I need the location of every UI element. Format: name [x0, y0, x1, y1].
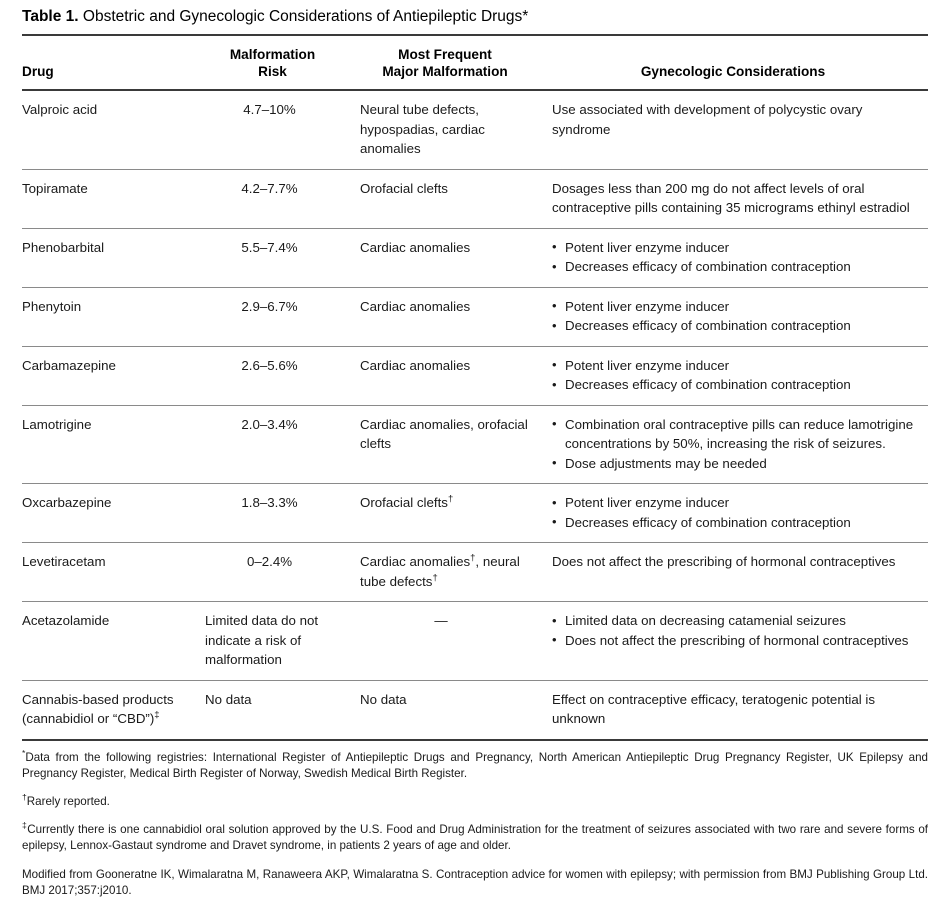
footnote-marker: †	[470, 552, 476, 564]
cell-malformation-risk: 2.0–3.4%	[197, 405, 352, 484]
footnote-marker: ‡	[154, 709, 160, 721]
cell-gynecologic-considerations	[542, 484, 928, 543]
table-row	[22, 228, 928, 287]
table-header	[22, 35, 928, 90]
footnote: ‡Currently there is one cannabidiol oral solution approved by the U.S. Food and Drug Administration for the treatment of seizures associated with two rare and severe forms of epilepsy, Lennox-Gastaut syndrome and Dravet syndrome, in patients 2 years of age and older.	[22, 820, 929, 853]
cell-drug: Topiramate	[22, 169, 197, 228]
list-item: • Decreases efficacy of combination contraception	[552, 257, 922, 277]
cell-gynecologic-considerations	[542, 405, 928, 484]
cell-most-frequent-malformation: Cardiac anomalies	[352, 287, 542, 346]
cell-gynecologic-considerations	[542, 287, 928, 346]
list-item: • Potent liver enzyme inducer	[552, 356, 922, 376]
table-footnotes	[22, 741, 928, 899]
list-item: • Potent liver enzyme inducer	[552, 493, 922, 513]
cell-malformation-risk: 2.6–5.6%	[197, 346, 352, 405]
cell-most-frequent-malformation: No data	[352, 680, 542, 739]
cell-gynecologic-considerations: Effect on contraceptive efficacy, teratogenic potential is unknown	[542, 680, 928, 739]
table-number: Table 1.	[22, 8, 79, 25]
cell-gynecologic-considerations: Use associated with development of polycystic ovary syndrome	[542, 90, 928, 169]
table-row	[22, 169, 928, 228]
footnote: *Data from the following registries: International Register of Antiepileptic Drugs and Pregnancy, North American Antiepileptic Drug Pregnancy Register, UK Epilepsy and Pregnancy Register, Medical Birth Register of Norway, Swedish Medical Birth Register.	[22, 747, 928, 780]
list-item: • Limited data on decreasing catamenial seizures	[552, 611, 922, 631]
cell-most-frequent-malformation: Neural tube defects, hypospadias, cardiac anomalies	[352, 90, 542, 169]
column-header-risk-line1: Malformation	[229, 47, 316, 62]
column-header-gynecologic-considerations: Gynecologic Considerations	[542, 35, 928, 90]
cell-malformation-risk: 2.9–6.7%	[197, 287, 352, 346]
cell-drug: Phenytoin	[22, 287, 197, 346]
footnote-marker: †	[22, 792, 27, 803]
bullet-list	[552, 356, 922, 395]
list-item: • Decreases efficacy of combination contraception	[552, 375, 922, 395]
bullet-list	[552, 415, 922, 474]
table-row	[22, 346, 928, 405]
cell-malformation-risk: 4.7–10%	[197, 90, 352, 169]
cell-most-frequent-malformation: Cardiac anomalies	[352, 228, 542, 287]
footnote-marker: *	[22, 747, 26, 758]
cell-gynecologic-considerations	[542, 346, 928, 405]
table-caption: Obstetric and Gynecologic Considerations of Antiepileptic Drugs*	[82, 8, 529, 25]
list-item: • Decreases efficacy of combination contraception	[552, 316, 922, 336]
cell-most-frequent-malformation: Cardiac anomalies, orofacial clefts	[352, 405, 542, 484]
column-header-most-frequent-major-malformation	[352, 35, 542, 90]
cell-most-frequent-malformation: Cardiac anomalies	[352, 346, 542, 405]
list-item: • Potent liver enzyme inducer	[552, 238, 922, 258]
cell-drug: Cannabis-based products (cannabidiol or “CBD”)‡	[22, 680, 197, 739]
footnote-marker: †	[432, 572, 438, 584]
cell-malformation-risk: 1.8–3.3%	[197, 484, 352, 543]
cell-malformation-risk: 4.2–7.7%	[197, 169, 352, 228]
table-row	[22, 602, 928, 681]
header-row	[22, 35, 928, 90]
table-row	[22, 680, 928, 739]
cell-gynecologic-considerations	[542, 228, 928, 287]
cell-drug: Levetiracetam	[22, 543, 197, 602]
cell-gynecologic-considerations: Dosages less than 200 mg do not affect levels of oral contraceptive pills containing 35 micrograms ethinyl estradiol	[542, 169, 928, 228]
bullet-list	[552, 611, 922, 650]
cell-drug: Carbamazepine	[22, 346, 197, 405]
cell-malformation-risk: 0–2.4%	[197, 543, 352, 602]
list-item: • Dose adjustments may be needed	[552, 454, 922, 474]
cell-gynecologic-considerations: Does not affect the prescribing of hormonal contraceptives	[542, 543, 928, 602]
table-row	[22, 90, 928, 169]
list-item: • Decreases efficacy of combination contraception	[552, 513, 922, 533]
footnote: †Rarely reported.	[22, 792, 110, 808]
cell-gynecologic-considerations	[542, 602, 928, 681]
table-row	[22, 287, 928, 346]
cell-most-frequent-malformation: —	[352, 602, 542, 681]
cell-drug: Acetazolamide	[22, 602, 197, 681]
footnote: Modified from Gooneratne IK, Wimalaratna M, Ranaweera AKP, Wimalaratna S. Contraception advice for women with epilepsy; with permission from BMJ Publishing Group Ltd. BMJ 2017;357:j2010.	[22, 867, 928, 897]
column-header-drug: Drug	[22, 35, 197, 90]
cell-drug: Oxcarbazepine	[22, 484, 197, 543]
list-item: • Potent liver enzyme inducer	[552, 297, 922, 317]
bullet-list	[552, 297, 922, 336]
cell-drug: Phenobarbital	[22, 228, 197, 287]
bullet-list	[552, 493, 922, 532]
table-row	[22, 405, 928, 484]
footnote-marker: †	[447, 493, 454, 505]
antiepileptic-drugs-table	[22, 34, 928, 739]
cell-drug: Valproic acid	[22, 90, 197, 169]
bullet-list	[552, 238, 922, 277]
column-header-malformation-line2: Major Malformation	[382, 64, 508, 79]
list-item: • Combination oral contraceptive pills can reduce lamotrigine concentrations by 50%, increasing the risk of seizures.	[552, 415, 922, 454]
table-row	[22, 543, 928, 602]
cell-most-frequent-malformation: Orofacial clefts†	[352, 484, 542, 543]
column-header-malformation-risk	[197, 35, 352, 90]
cell-most-frequent-malformation: Cardiac anomalies†, neural tube defects†	[352, 543, 542, 602]
cell-malformation-risk: No data	[197, 680, 352, 739]
page-title	[22, 0, 928, 34]
table-body	[22, 90, 928, 739]
footnote-marker: ‡	[22, 820, 28, 831]
cell-drug: Lamotrigine	[22, 405, 197, 484]
column-header-malformation-line1: Most Frequent	[398, 47, 492, 62]
cell-malformation-risk: 5.5–7.4%	[197, 228, 352, 287]
list-item: • Does not affect the prescribing of hormonal contraceptives	[552, 631, 922, 651]
column-header-risk-line2: Risk	[258, 64, 287, 79]
cell-most-frequent-malformation: Orofacial clefts	[352, 169, 542, 228]
cell-malformation-risk: Limited data do not indicate a risk of malformation	[197, 602, 352, 681]
table-row	[22, 484, 928, 543]
